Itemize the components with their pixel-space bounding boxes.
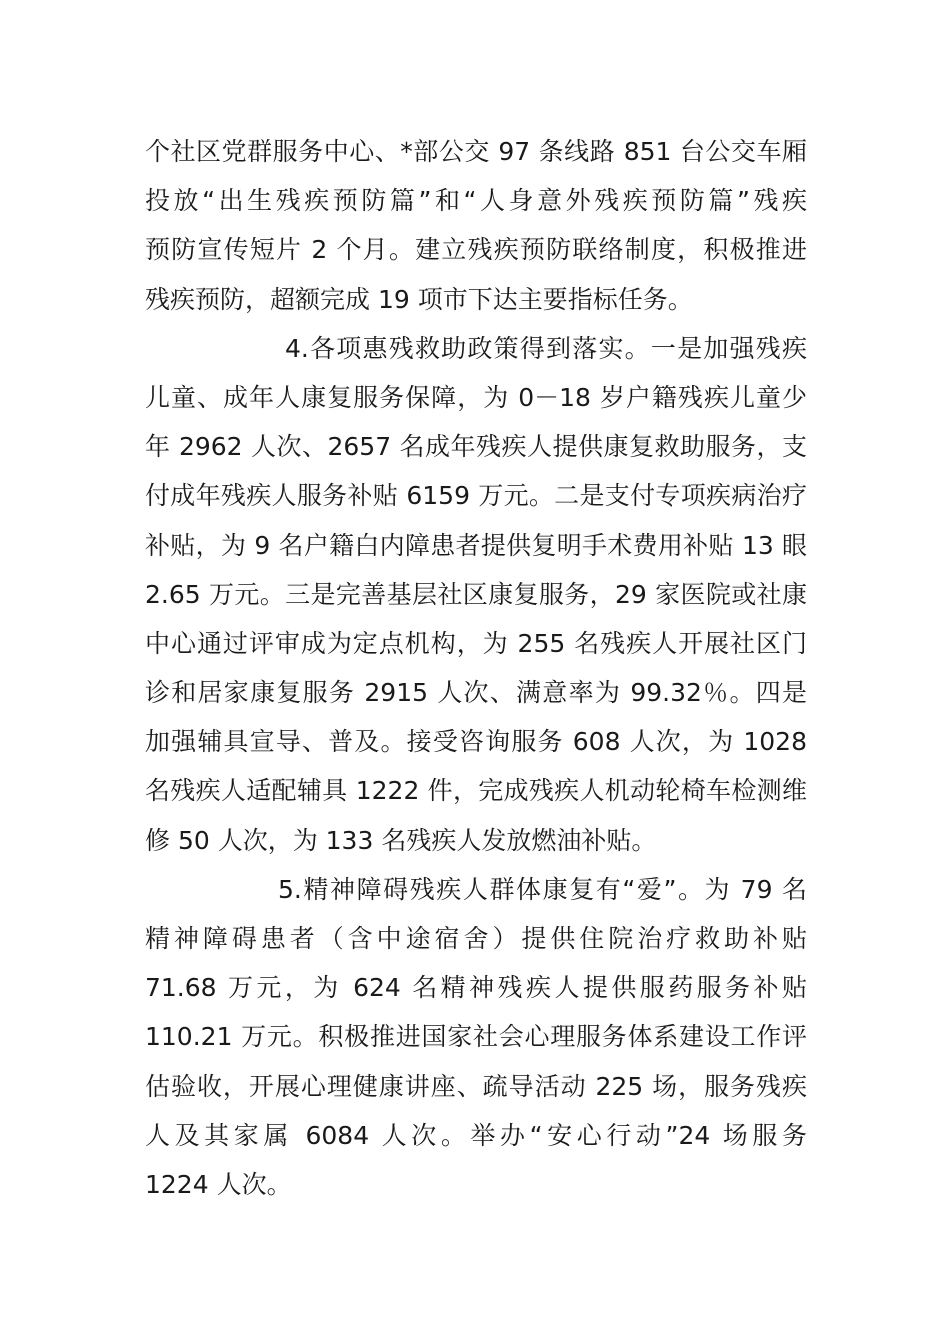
text-line: 110.21 万元。积极推进国家社会心理服务体系建设工作评: [145, 1022, 807, 1052]
text-line: 2.65 万元。三是完善基层社区康复服务，29 家医院或社康: [145, 579, 807, 609]
document-body: [145, 127, 807, 1209]
section-heading-line: 5.精神障碍残疾人群体康复有“爱”。为 79 名: [278, 874, 807, 904]
text-line: 加强辅具宣导、普及。接受咨询服务 608 人次，为 1028: [145, 727, 807, 757]
text-line: 名残疾人适配辅具 1222 件，完成残疾人机动轮椅车检测维: [145, 776, 807, 806]
text-line: 投放“出生残疾预防篇”和“人身意外残疾预防篇”残疾: [145, 186, 807, 216]
paragraph-mental-health: [145, 865, 807, 1209]
text-line: 人及其家属 6084 人次。举办“安心行动”24 场服务: [145, 1120, 807, 1150]
text-line: 估验收，开展心理健康讲座、疏导活动 225 场，服务残疾: [145, 1071, 807, 1101]
text-line: 修 50 人次，为 133 名残疾人发放燃油补贴。: [145, 825, 657, 855]
text-line: 诊和居家康复服务 2915 人次、满意率为 99.32％。四是: [145, 678, 807, 708]
paragraph-prevention: [145, 127, 807, 324]
text-line: 1224 人次。: [145, 1169, 292, 1199]
text-line: 儿童、成年人康复服务保障，为 0－18 岁户籍残疾儿童少: [145, 382, 807, 412]
paragraph-relief-policies: [145, 324, 807, 865]
text-line: 年 2962 人次、2657 名成年残疾人提供康复救助服务，支: [145, 432, 807, 462]
text-line: 个社区党群服务中心、*部公交 97 条线路 851 台公交车厢: [145, 137, 807, 166]
text-line: 残疾预防，超额完成 19 项市下达主要指标任务。: [145, 284, 693, 314]
text-line: 精神障碍患者（含中途宿舍）提供住院治疗救助补贴: [145, 924, 807, 953]
text-line: 中心通过评审成为定点机构，为 255 名残疾人开展社区门: [145, 628, 807, 658]
text-line: 预防宣传短片 2 个月。建立残疾预防联络制度，积极推进: [145, 235, 807, 265]
text-line: 补贴，为 9 名户籍白内障患者提供复明手术费用补贴 13 眼: [145, 530, 807, 560]
text-line: 付成年残疾人服务补贴 6159 万元。二是支付专项疾病治疗: [145, 481, 807, 511]
section-heading-line: 4.各项惠残救助政策得到落实。一是加强残疾: [285, 333, 807, 363]
text-line: 71.68 万元，为 624 名精神残疾人提供服药服务补贴: [145, 973, 807, 1003]
